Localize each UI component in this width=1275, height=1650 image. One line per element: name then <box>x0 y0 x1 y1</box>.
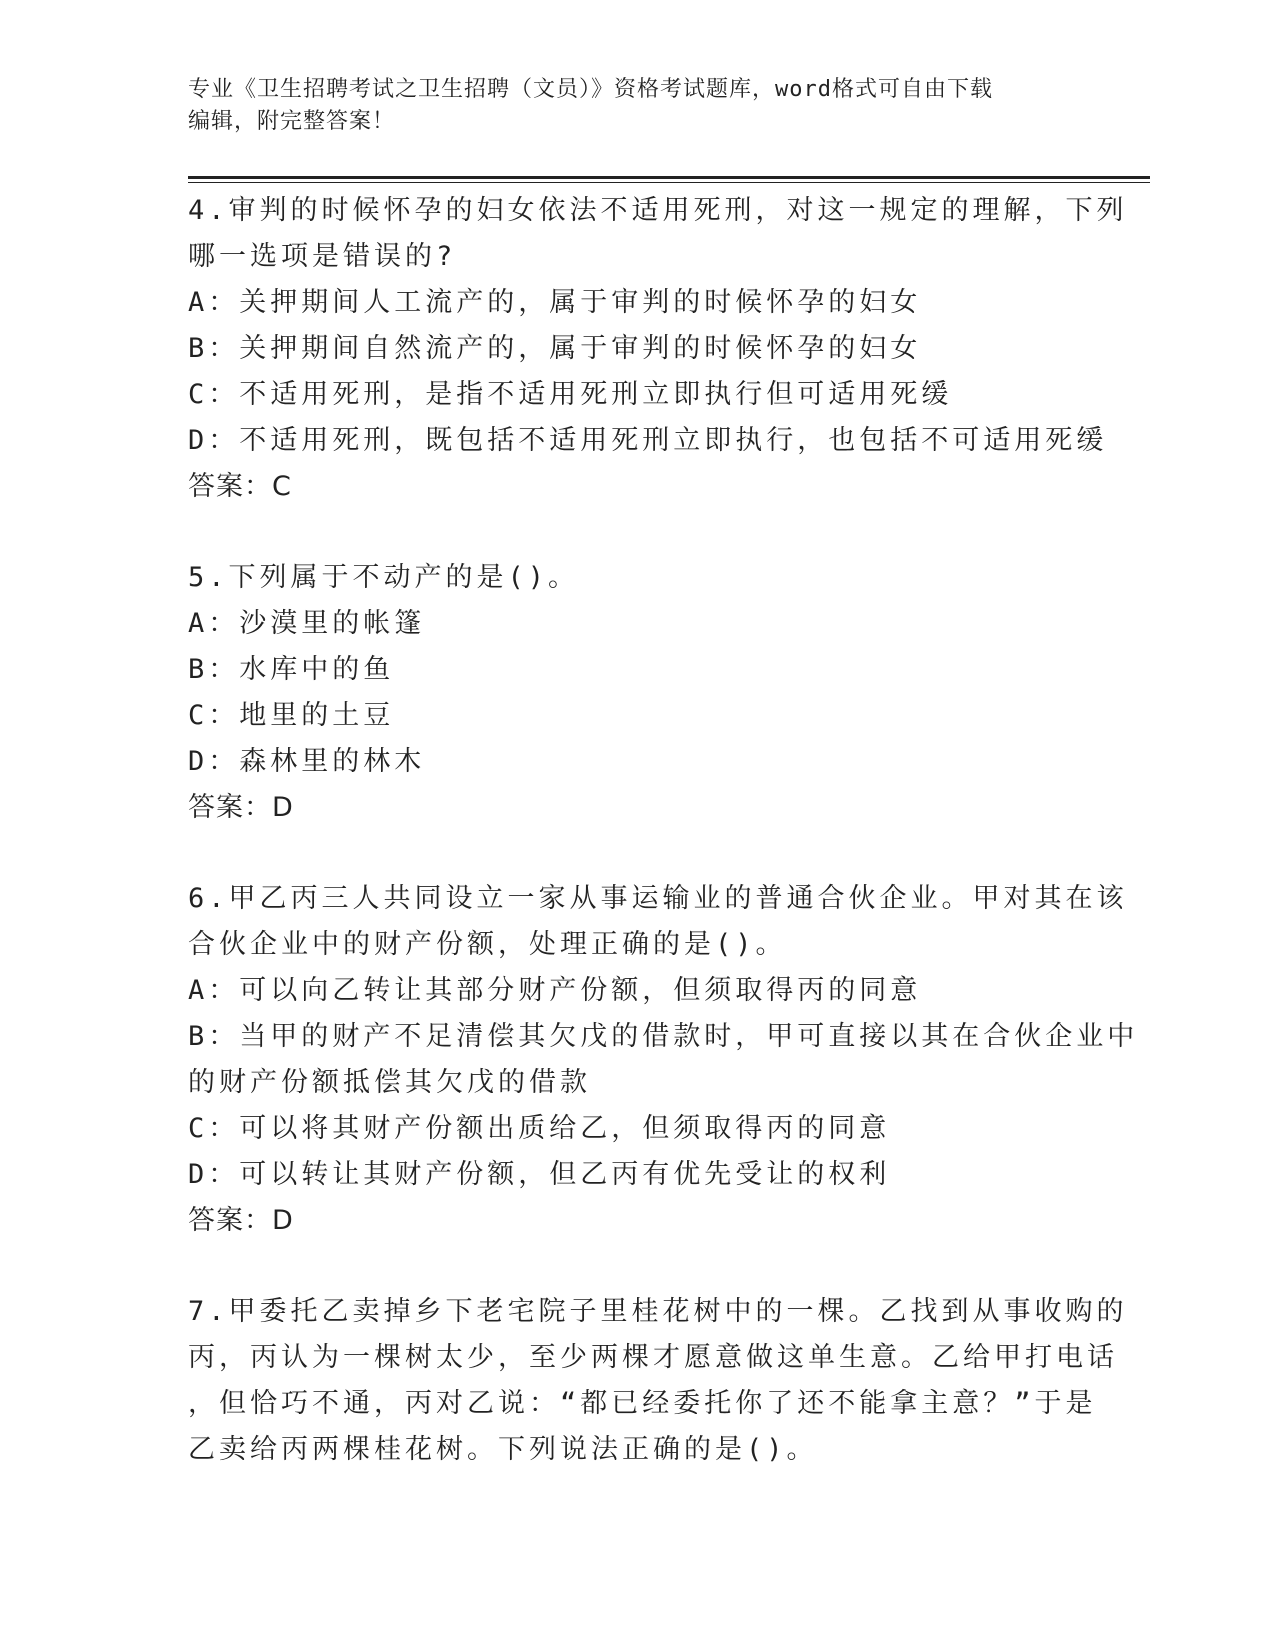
question-stem: 4.审判的时候怀孕的妇女依法不适用死刑，对这一规定的理解，下列 <box>188 195 1128 226</box>
option-b: B：当甲的财产不足清偿其欠戊的借款时，甲可直接以其在合伙企业中 <box>188 1021 1139 1052</box>
question-7 <box>188 1289 1128 1473</box>
question-stem: 5.下列属于不动产的是()。 <box>188 562 580 593</box>
question-stem: 7.甲委托乙卖掉乡下老宅院子里桂花树中的一棵。乙找到从事收购的 <box>188 1296 1128 1327</box>
spacer <box>188 1244 1088 1289</box>
question-stem: 乙卖给丙两棵桂花树。下列说法正确的是()。 <box>188 1434 818 1465</box>
question-5 <box>188 555 1088 831</box>
header-divider-thick <box>188 176 1150 179</box>
question-stem: ，但恰巧不通，丙对乙说：“都已经委托你了还不能拿主意？”于是 <box>188 1388 1097 1419</box>
option-c: C：地里的土豆 <box>188 700 395 731</box>
option-d: D：森林里的林木 <box>188 746 426 777</box>
question-stem: 丙，丙认为一棵树太少，至少两棵才愿意做这单生意。乙给甲打电话 <box>188 1342 1118 1373</box>
question-6 <box>188 876 1139 1244</box>
question-4 <box>188 188 1128 510</box>
question-stem: 哪一选项是错误的? <box>188 241 457 272</box>
question-stem: 合伙企业中的财产份额，处理正确的是()。 <box>188 929 787 960</box>
option-c: C：可以将其财产份额出质给乙，但须取得丙的同意 <box>188 1113 891 1144</box>
option-a: A：可以向乙转让其部分财产份额，但须取得丙的同意 <box>188 975 922 1006</box>
header-line: 编辑，附完整答案！ <box>188 109 396 134</box>
spacer <box>188 831 1088 876</box>
option-b: B：关押期间自然流产的，属于审判的时候怀孕的妇女 <box>188 333 922 364</box>
option-a: A：关押期间人工流产的，属于审判的时候怀孕的妇女 <box>188 287 922 318</box>
answer: 答案：D <box>188 792 294 823</box>
option-b: B：水库中的鱼 <box>188 654 395 685</box>
option-b-continued: 的财产份额抵偿其欠戊的借款 <box>188 1067 591 1098</box>
spacer <box>188 510 1088 555</box>
option-d: D：不适用死刑，既包括不适用死刑立即执行，也包括不可适用死缓 <box>188 425 1108 456</box>
question-stem: 6.甲乙丙三人共同设立一家从事运输业的普通合伙企业。甲对其在该 <box>188 883 1128 914</box>
header-divider-thin <box>188 182 1150 183</box>
question-list <box>188 188 1139 1473</box>
answer: 答案：D <box>188 1205 294 1236</box>
answer: 答案：C <box>188 471 292 502</box>
option-d: D：可以转让其财产份额，但乙丙有优先受让的权利 <box>188 1159 891 1190</box>
header-line: 专业《卫生招聘考试之卫生招聘（文员）》资格考试题库，word格式可自由下载 <box>188 77 993 102</box>
option-c: C：不适用死刑，是指不适用死刑立即执行但可适用死缓 <box>188 379 953 410</box>
document-header <box>188 74 1068 138</box>
option-a: A：沙漠里的帐篷 <box>188 608 426 639</box>
